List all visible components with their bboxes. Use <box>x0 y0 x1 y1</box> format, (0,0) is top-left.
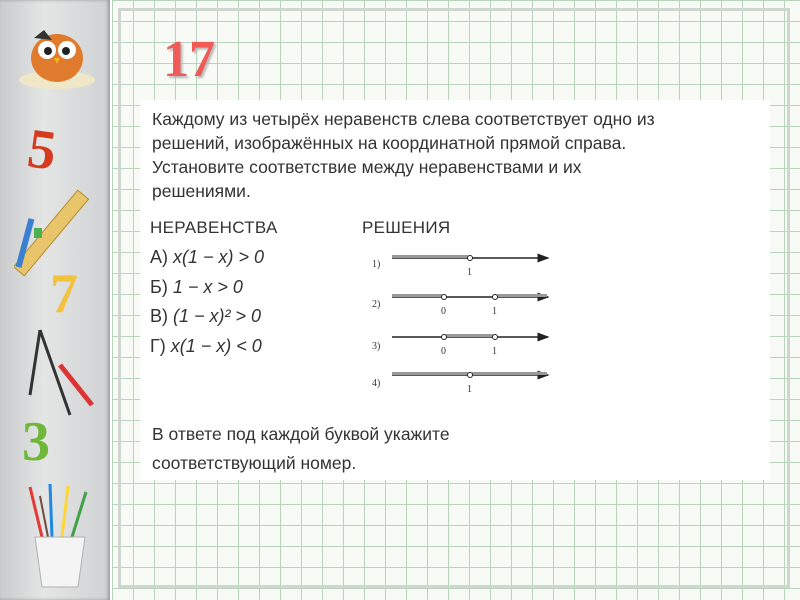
number-lines <box>370 245 560 395</box>
tick-label: 0 <box>441 346 446 357</box>
number-line-3 <box>372 334 548 357</box>
owl-icon <box>12 18 102 93</box>
task-line: решений, изображённых на координатной прямой справа. <box>152 133 627 153</box>
solution-number: 2) <box>372 299 381 310</box>
inequality-label: А) <box>150 247 168 267</box>
solutions-header: РЕШЕНИЯ <box>362 218 451 237</box>
number-line-2 <box>372 294 548 317</box>
inequality-g <box>150 336 262 357</box>
digit-seven: 7 <box>50 263 78 325</box>
task-line: Каждому из четырёх неравенств слева соответствует одно из <box>152 109 655 129</box>
solution-number: 1) <box>372 259 381 270</box>
pencil-cup-icon <box>20 482 100 592</box>
inequality-v <box>150 306 261 327</box>
number-line-1 <box>372 255 548 278</box>
tick-label: 1 <box>467 384 472 395</box>
number-line-4 <box>372 372 548 395</box>
inequalities-header: НЕРАВЕНСТВА <box>150 218 278 237</box>
inequality-label: Г) <box>150 336 166 356</box>
digit-five: 5 <box>23 117 61 183</box>
inequality-label: Б) <box>150 277 168 297</box>
tick-label: 1 <box>492 306 497 317</box>
inequality-expression: x(1 − x) < 0 <box>170 336 262 356</box>
inequality-label: В) <box>150 306 168 326</box>
inequality-b <box>150 277 243 298</box>
answer-instruction-line: соответствующий номер. <box>152 453 357 473</box>
solution-number: 3) <box>372 341 381 352</box>
inequality-expression: x(1 − x) > 0 <box>173 247 265 267</box>
slide-number: 17 <box>163 31 215 88</box>
task-line: Установите соответствие между неравенствами и их <box>152 157 582 177</box>
answer-instruction-line: В ответе под каждой буквой укажите <box>152 424 450 444</box>
solution-number: 4) <box>372 378 381 389</box>
tick-label: 1 <box>492 346 497 357</box>
task-text <box>152 107 767 203</box>
compass-icon <box>20 325 100 420</box>
inequality-expression: 1 − x > 0 <box>172 277 243 297</box>
inequality-a <box>150 247 264 268</box>
tick-label: 0 <box>441 306 446 317</box>
task-line: решениями. <box>152 181 251 201</box>
inequality-expression: (1 − x)² > 0 <box>173 306 262 326</box>
decorative-sidebar <box>0 0 110 600</box>
tick-label: 1 <box>467 267 472 278</box>
digit-three: 3 <box>22 411 50 473</box>
